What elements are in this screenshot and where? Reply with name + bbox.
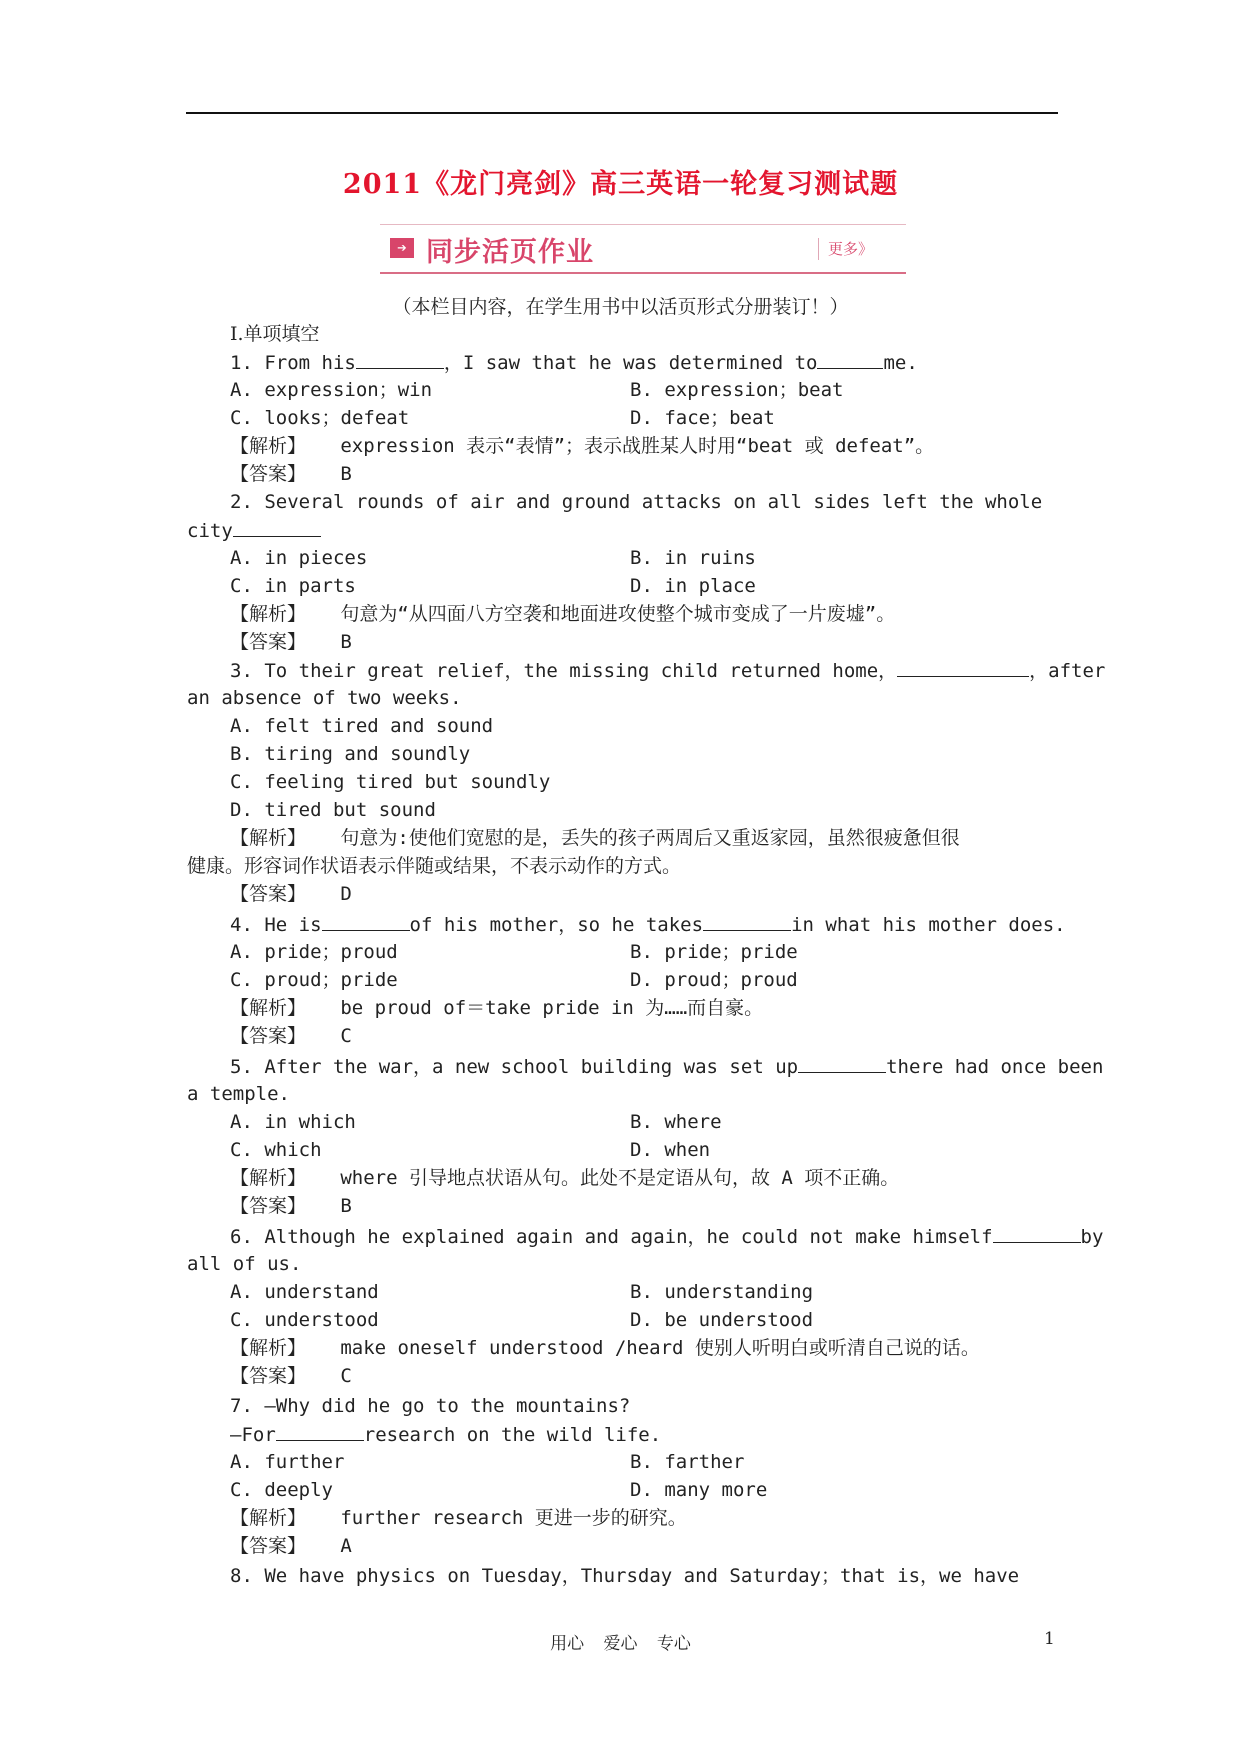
option-b: B. in ruins bbox=[630, 547, 756, 569]
answer: 【答案】 B bbox=[230, 463, 352, 485]
question-4: 4. He is of his mother，so he takes in what his mother does. bbox=[230, 914, 1066, 936]
option-b: B. expression；beat bbox=[630, 379, 844, 401]
question-2: 2. Several rounds of air and ground attacks on all sides left the whole bbox=[230, 491, 1043, 513]
answer-blank bbox=[798, 1054, 886, 1073]
answer-blank bbox=[817, 350, 883, 369]
option-b: B. pride；pride bbox=[630, 941, 798, 963]
answer: 【答案】 B bbox=[230, 631, 352, 653]
answer: 【答案】 A bbox=[230, 1535, 352, 1557]
question-5: 5. After the war，a new school building was set up there had once been bbox=[230, 1056, 1104, 1078]
option-a: A. understand bbox=[230, 1281, 379, 1303]
answer: 【答案】 B bbox=[230, 1195, 352, 1217]
option-a: A. in pieces bbox=[230, 547, 368, 569]
header-rule bbox=[186, 112, 1058, 114]
answer-blank bbox=[993, 1224, 1081, 1243]
question-5-cont: a temple. bbox=[187, 1083, 290, 1105]
option-d: D. be understood bbox=[630, 1309, 814, 1331]
option-a: A. in which bbox=[230, 1111, 356, 1133]
analysis: 【解析】 make oneself understood /heard 使别人听明白或听清自己说的话。 bbox=[230, 1337, 980, 1359]
analysis: 【解析】 句意为:使他们宽慰的是，丢失的孩子两周后又重返家园，虽然很疲惫但很 bbox=[230, 827, 960, 849]
option-d: D. tired but sound bbox=[230, 799, 436, 821]
option-c: C. deeply bbox=[230, 1479, 333, 1501]
option-d: D. in place bbox=[630, 575, 756, 597]
footer-motto: 用心 爱心 专心 bbox=[550, 1634, 691, 1654]
option-d: D. when bbox=[630, 1139, 711, 1161]
option-b: B. where bbox=[630, 1111, 722, 1133]
question-6-cont: all of us. bbox=[187, 1253, 302, 1275]
banner-divider bbox=[818, 238, 819, 260]
banner-title: 同步活页作业 bbox=[426, 237, 594, 268]
question-6: 6. Although he explained again and again，he could not make himself by bbox=[230, 1226, 1104, 1248]
option-c: C. feeling tired but soundly bbox=[230, 771, 551, 793]
question-3: 3. To their great relief，the missing child returned home， ，after bbox=[230, 660, 1106, 682]
more-link[interactable]: 更多》 bbox=[828, 240, 874, 258]
answer-blank bbox=[322, 912, 410, 931]
option-c: C. looks；defeat bbox=[230, 407, 410, 429]
option-d: D. proud；proud bbox=[630, 969, 798, 991]
analysis: 【解析】 expression 表示“表情”；表示战胜某人时用“beat 或 defeat”。 bbox=[230, 435, 935, 457]
answer-blank bbox=[233, 518, 321, 537]
banner-top-rule bbox=[380, 224, 906, 225]
question-8: 8. We have physics on Tuesday，Thursday and Saturday；that is，we have bbox=[230, 1565, 1020, 1587]
option-c: C. understood bbox=[230, 1309, 379, 1331]
option-b: B. tiring and soundly bbox=[230, 743, 471, 765]
arrow-right-icon: ➔ bbox=[390, 238, 414, 258]
answer: 【答案】 D bbox=[230, 883, 352, 905]
option-a: A. pride；proud bbox=[230, 941, 398, 963]
section-heading: Ⅰ.单项填空 bbox=[230, 323, 320, 345]
question-3-cont: an absence of two weeks. bbox=[187, 687, 462, 709]
option-d: D. many more bbox=[630, 1479, 768, 1501]
analysis: 【解析】 where 引导地点状语从句。此处不是定语从句，故 A 项不正确。 bbox=[230, 1167, 900, 1189]
section-banner bbox=[380, 224, 906, 274]
option-c: C. proud；pride bbox=[230, 969, 398, 991]
question-2-cont: city bbox=[187, 518, 321, 543]
option-b: B. farther bbox=[630, 1451, 745, 1473]
option-a: A. felt tired and sound bbox=[230, 715, 494, 737]
answer: 【答案】 C bbox=[230, 1365, 352, 1387]
answer: 【答案】 C bbox=[230, 1025, 352, 1047]
page-title: 2011《龙门亮剑》高三英语一轮复习测试题 bbox=[342, 169, 899, 200]
option-d: D. face；beat bbox=[630, 407, 775, 429]
question-1: 1. From his ，I saw that he was determined to me. bbox=[230, 352, 918, 374]
option-b: B. understanding bbox=[630, 1281, 814, 1303]
question-7-reply: —For research on the wild life. bbox=[230, 1424, 662, 1446]
analysis: 【解析】 句意为“从四面八方空袭和地面进攻使整个城市变成了一片废墟”。 bbox=[230, 603, 896, 625]
analysis-cont: 健康。形容词作状语表示伴随或结果，不表示动作的方式。 bbox=[187, 855, 682, 877]
option-a: A. further bbox=[230, 1451, 345, 1473]
option-c: C. which bbox=[230, 1139, 322, 1161]
banner-bottom-rule bbox=[380, 272, 906, 274]
page-number: 1 bbox=[1044, 1629, 1055, 1649]
answer-blank bbox=[356, 350, 444, 369]
analysis: 【解析】 further research 更进一步的研究。 bbox=[230, 1507, 687, 1529]
binding-note: （本栏目内容，在学生用书中以活页形式分册装订！） bbox=[392, 296, 849, 318]
analysis: 【解析】 be proud of＝take pride in 为……而自豪。 bbox=[230, 997, 764, 1019]
option-a: A. expression；win bbox=[230, 379, 433, 401]
question-7: 7. —Why did he go to the mountains? bbox=[230, 1395, 631, 1417]
answer-blank bbox=[276, 1422, 364, 1441]
answer-blank bbox=[897, 658, 1029, 677]
option-c: C. in parts bbox=[230, 575, 356, 597]
answer-blank bbox=[703, 912, 791, 931]
